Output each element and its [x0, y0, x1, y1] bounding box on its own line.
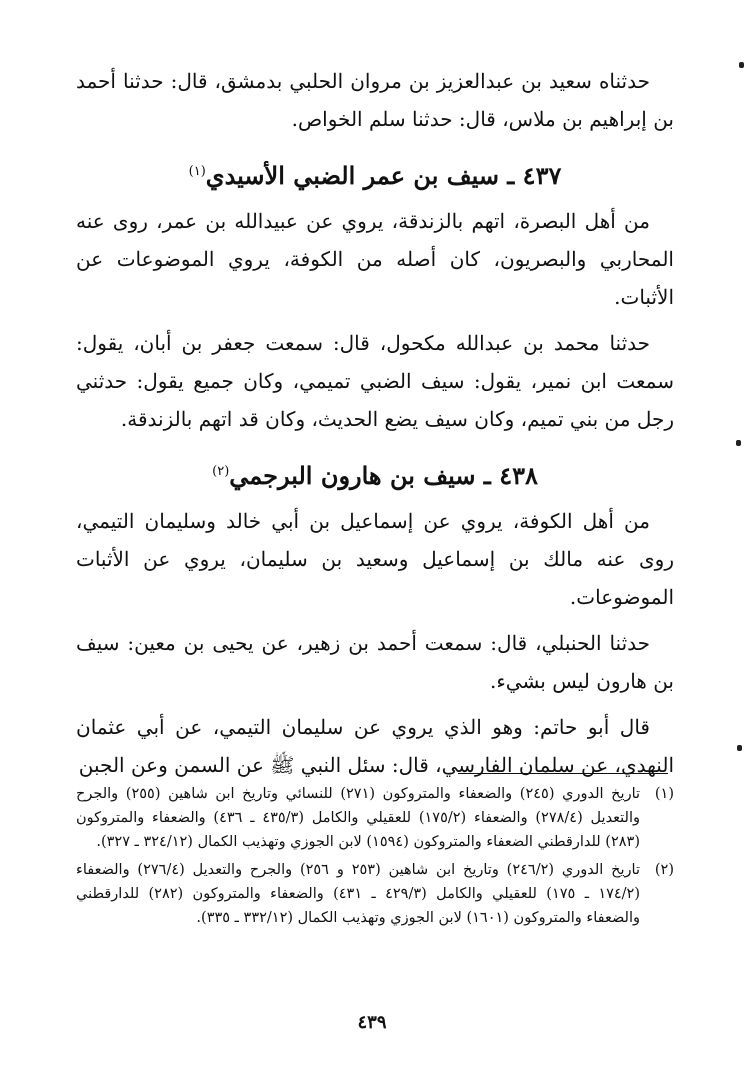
- footnote-2-text: تاريخ الدوري (٢٤٦/٢) وتاريخ ابن شاهين (٢٥٣ و ٢٥٦) والجرح والتعديل (٢٧٦/٤) والضعفاء (١٧٤/٢ ـ ١٧٥) للعقيلي والكامل (٤٢٩/٣ ـ ٤٣١) والضعفاء والمتروكون (٢٨٢) للدارقطني والضعفاء والمتروكون (١٦٠١) لابن الجوزي وتهذيب الكمال (٣٣٢/١٢ ـ ٣٣٥).: [76, 862, 641, 926]
- scan-mark-top: [739, 62, 744, 68]
- footnote-1: [76, 782, 674, 854]
- footnote-1-number: (١): [654, 786, 674, 802]
- footnote-1-text: تاريخ الدوري (٢٤٥) والضعفاء والمتروكون (٢٧١) للنسائي وتاريخ ابن شاهين (٢٥٥) والجرح والتعديل (٢٧٨/٤) والضعفاء (١٧٥/٢) للعقيلي والكامل (٤٣٥/٣ ـ ٤٣٦) والضعفاء والمتروكون (٢٨٣) للدارقطني الضعفاء والمتروكون (١٥٩٤) لابن الجوزي وتهذيب الكمال (٣٢٤/١٢ ـ ٣٢٧).: [76, 786, 641, 850]
- footnote-2-number: (٢): [654, 862, 674, 878]
- entry-438-footnote-ref: (٢): [212, 464, 230, 479]
- entry-438-paragraph-2: حدثنا الحنبلي، قال: سمعت أحمد بن زهير، عن يحيى بن معين: سيف بن هارون ليس بشيء.: [76, 631, 674, 693]
- footnote-separator: [458, 773, 668, 774]
- entry-437-title: [76, 152, 674, 196]
- entry-437-paragraph-1: من أهل البصرة، اتهم بالزندقة، يروي عن عبيدالله بن عمر، روى عنه المحاربي والبصريون، كان أصله من الكوفة، يروي الموضوعات عن الأثبات.: [76, 209, 674, 309]
- main-text: [76, 62, 674, 792]
- entry-438-paragraph-3: قال أبو حاتم: وهو الذي يروي عن سليمان التيمي، عن أبي عثمان النهدي، عن سلمان الفارسي، قال: سئل النبي ﷺ عن السمن وعن الجبن: [76, 715, 674, 777]
- intro-paragraph: حدثناه سعيد بن عبدالعزيز بن مروان الحلبي بدمشق، قال: حدثنا أحمد بن إبراهيم بن ملاس، قال: حدثنا سلم الخواص.: [76, 69, 674, 131]
- entry-438-heading: ٤٣٨ ـ سيف بن هارون البرجمي: [229, 461, 538, 490]
- page-number: ٤٣٩: [357, 1012, 387, 1033]
- entry-437-heading: ٤٣٧ ـ سيف بن عمر الضبي الأسيدي: [205, 161, 562, 190]
- footnote-2: [76, 858, 674, 930]
- footnotes: [76, 782, 674, 934]
- entry-438-title: [76, 452, 674, 496]
- entry-437-paragraph-2: حدثنا محمد بن عبدالله مكحول، قال: سمعت جعفر بن أبان، يقول: سمعت ابن نمير، يقول: سيف الضبي تميمي، وكان جميع يقول: حدثني رجل من بني تميم، وكان سيف يضع الحديث، وكان قد اتهم بالزندقة.: [76, 331, 674, 431]
- entry-437-footnote-ref: (١): [188, 164, 206, 179]
- entry-438-paragraph-1: من أهل الكوفة، يروي عن إسماعيل بن أبي خالد وسليمان التيمي، روى عنه مالك بن إسماعيل وسعيد بن سليمان، يروي عن الأثبات الموضوعات.: [76, 509, 674, 609]
- scan-mark-middle: [736, 440, 741, 446]
- scan-mark-lower: [737, 745, 742, 751]
